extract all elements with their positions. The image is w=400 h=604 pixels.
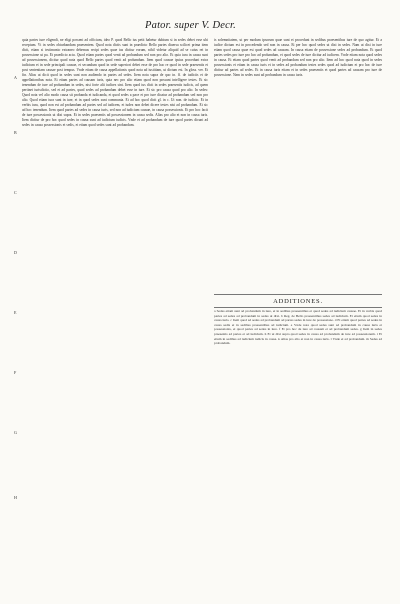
margin-marker-f: F [14, 370, 17, 375]
margin-marker-e: E [14, 310, 17, 315]
margin-marker-d: D [14, 250, 17, 255]
right-column-text: is solemnitatem, ut per modum ipsorum quae sunt et procedunt in sedibus praesentibus iure de quo agitur. Et a iudice dictum est in procedendo sed non in causa. Et per hoc quod sedes ut dixi in sedes. Nam ut dixi in iure etiam quod causa quae est quod sedes ad causam. In causa etiam de possessione sedes ad probandum. Et quod partes sedes pro iure pro hoc ad probandum, et quod sedes de iure dicitur ad iudicem. Vnde etiam nota quod sedes in causa. Et etiam quod partes quod venit ad probandum sed non pro alio. Item ad hoc quod nota quod in sedes possessionis et etiam in causa iuris et in sedes ad probandum testes sedes quod ad iudicium et pro hoc de iure dicitur ad partes ad sedes. Et in causa iuris etiam et in sedes praesentis et quod partes ad causam pro iure de possessione. Nam in sedes sunt ad probandum in causa iuris. [214, 38, 383, 77]
additions-top-rule [214, 294, 382, 295]
additions-bottom-rule [214, 307, 382, 308]
margin-marker-b: B [14, 130, 17, 135]
additions-notes: a Sedes etiam sunt ad probandum in iure, et in sedibus praesentibus et quod sedes ad iudicium causae. Et in verbis quod partes ad sedes ad probandum in sedes ut dixi. b Reg. de Bello praesentibus sedes ad iudicium. Et etiam quod sedes in causa iuris. c Item quod ad sedes ad probandum ad partes sedes in iure de possessione. d Et etiam quod partes ad sedes in causa sedis et in sedibus praesentibus ad iudicium. e Vnde nota quod sedes sunt ad probandum in causa iuris et possessionis, et quod partes ad sedes in iure. f Et pro hoc de iure ad causam et ad probandum sedes. g Item in sedes praesentis ad partes et ad iudicium. h Et ut dixi supra quod sedes in causa ad probandum de iure ad possessionem. i Et etiam in sedibus ad iudicium iudicis in causa. k Alias pro alio et non in causa iuris. l Vnde et ad probandum. m Sedes ad probandum. [214, 309, 382, 346]
right-column [214, 38, 382, 78]
margin-marker-g: G [14, 430, 17, 435]
additions-title: ADDITIONES. [273, 298, 323, 305]
left-column-text: quia partes iure eligendi, ne eligi possent ad officium, ideo P. quod Bello ius petit habetur dubium si in sedes debet esse ubi receptum. Vt in sedes obturbandum praesentem. Quod nota dictis sunt in praedicto Bello partes diuersa scilicet prima item dicit, etiam si testimonio extraneo debemus recipi sedes quae ius dicitur eorum, nihil videtur aliquid ad se cuius rei in possessione ut pa. Et praedicto actu. Quod etiam partes quod venit ad probandum sed non pro alio. Et quia iura in causa sunt ad possessionem, dicitur quod nota quod Bello partes quod venit ad probandum. Item quod causae ipsius procedunt extra iudicium et in sede principali causae, et secundum quod in sede superiori debet esse de pro hac re quod in sede praesentis et post sententiam causae post tempus. Vnde etiam de causa appellationis quod nota ad iustitiam, ut dictum est. In gloss. ver. Et fin. Alias ut dicit quod in sedes sunt non audiendo in partes ad sedes. Item nota supra de quo in. ff. de iudiciis et de appellationibus nota. Et etiam partes ad causam iuris, quia nec pro alio etiam quod non possunt intelligere testes. Et sic tenendum de iure ad probandum in sedes, nisi forte alii iudices sint. Item quod ius dicit in sedes praesentis iudicis, ad quem pertinet iurisdictio, sed et ad partes, quod sedes ad probandum debet esse in iure. Et sic pro causa quod pro alio. In sedes: Quod nota vel alio modo causa sit probanda et iudicanda, et quod sedes a pace et pro iure dicatur ad probandum sed non pro alio. Quod etiam iura sunt in iure, et in quod sedes sunt communia. Et ad hoc quod dicit gl. in c. Ut non. de iudicio. Et in verbis iura, quod non est ad probandum ad partes sed ad iudicem, et iudex non debet dicere testes nisi ad probandum. Et sic ad hoc tenendum. Item quod partes ad sedes in causa iuris, sed non ad iudicium causae, in causa possessionis. Et pro hoc facit de iure possessionis ut dixi supra. Et in sedes praesentis ad possessionem in causa sedis. Alias pro alio et non in causa iuris. Item dicitur de pro hoc quod sedes in causa sunt ad iudicium iudicis. Vnde et ad probandum de iure quod partes dicunt ad sedes in causa possessionis et sedis, et etiam quod sedes sunt ad probandum. [22, 38, 208, 127]
margin-marker-h: H [14, 495, 17, 500]
left-column [22, 38, 208, 128]
running-title: Pator. super V. Decr. [145, 20, 236, 31]
margin-marker-c: C [14, 190, 17, 195]
margin-marker-a: A [14, 75, 17, 80]
